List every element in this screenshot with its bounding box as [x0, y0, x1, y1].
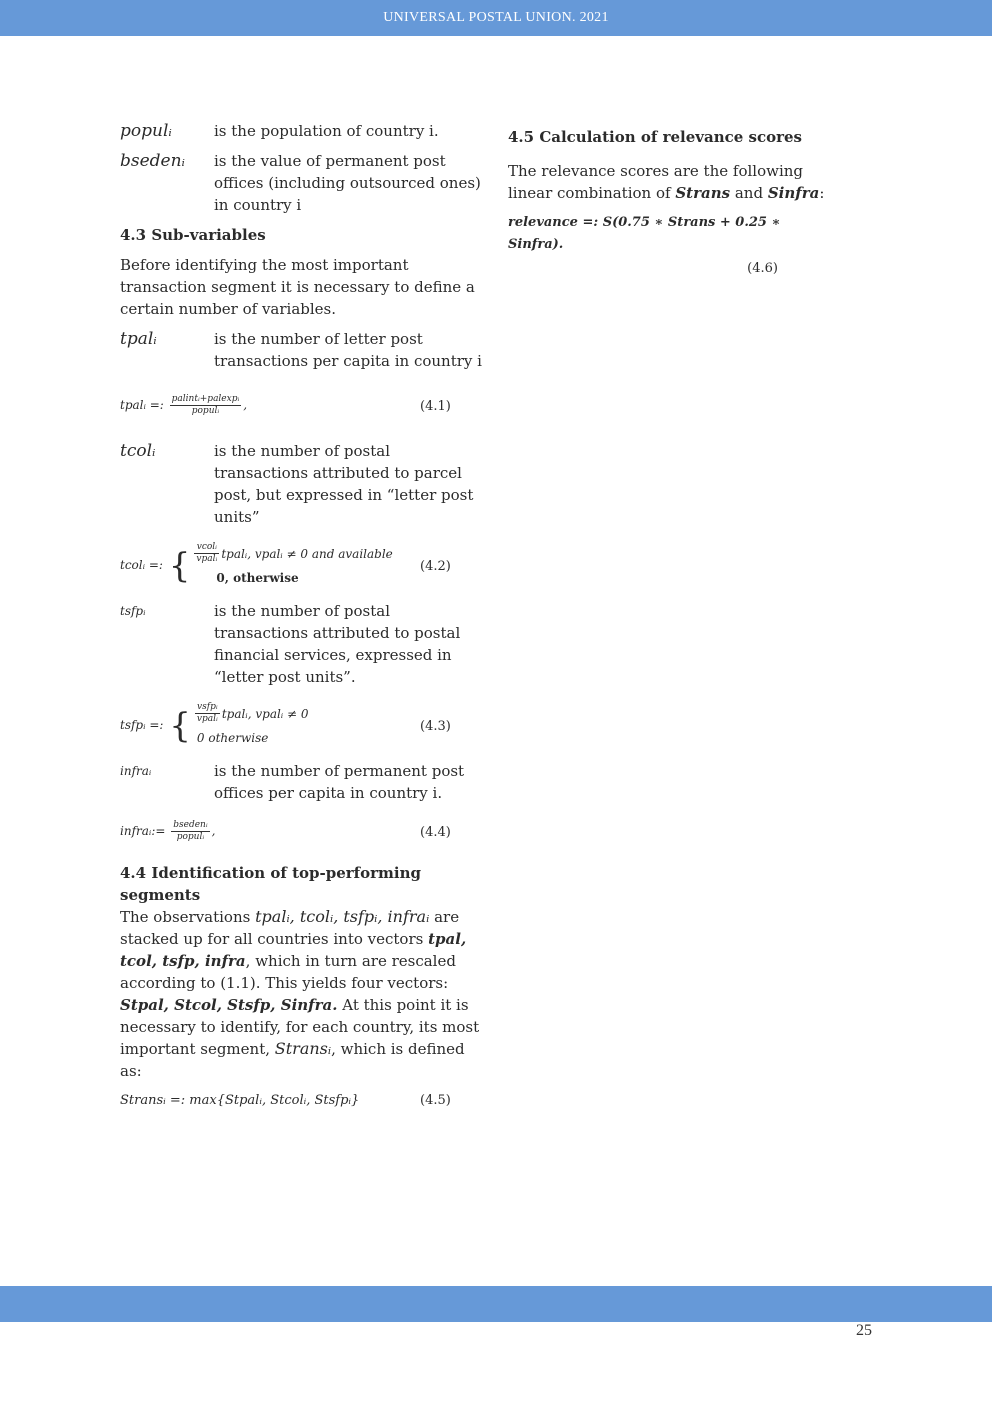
relevance-paragraph: The relevance scores are the following linear combination of Strans and Sinfra:	[508, 162, 825, 202]
eq-4-1-tail: ,	[243, 398, 248, 412]
strans-bold: Strans	[675, 184, 731, 202]
eq-4-4-lhs: infraᵢ:=	[120, 824, 166, 838]
eq-4-6-number: (4.6)	[747, 261, 778, 276]
left-column	[120, 120, 482, 1124]
eq-4-1-numerator: palintᵢ+palexpᵢ	[171, 394, 240, 404]
equation-4-3	[120, 702, 482, 750]
eq-4-1-lhs: tpalᵢ =:	[120, 398, 164, 412]
desc-tsfp: is the number of postal transactions attributed to postal financial services, expressed in “letter post units”.	[214, 602, 461, 686]
page-footer-band	[0, 1286, 992, 1322]
eq-4-4-denominator: populᵢ	[176, 832, 205, 842]
equation-4-5	[120, 1090, 482, 1114]
eq-4-3-cases	[167, 702, 308, 749]
right-column	[508, 120, 838, 280]
symbol-tcol: tcolᵢ	[120, 441, 156, 461]
eq-4-2-lhs: tcolᵢ =:	[120, 558, 163, 572]
eq-4-3-fraction	[195, 702, 220, 725]
symbol-tsfp: tsfpᵢ	[120, 604, 146, 618]
eq-4-4-numerator: bsedenᵢ	[173, 820, 208, 830]
definition-tcol	[120, 440, 482, 528]
rescaled-vectors-bold: Stpal, Stcol, Stsfp, Sinfra.	[120, 996, 338, 1014]
page-number: 25	[856, 1322, 872, 1339]
eq-4-3-denominator: vpalᵢ	[196, 714, 218, 724]
brace-icon: {	[168, 545, 191, 586]
eq-4-4-tail: ,	[211, 824, 216, 838]
eq-4-3-lhs: tsfpᵢ =:	[120, 718, 164, 732]
page-header	[0, 0, 992, 36]
symbol-popul: populᵢ	[120, 121, 172, 141]
symbol-bseden: bsedenᵢ	[120, 151, 185, 171]
eq-4-3-number: (4.3)	[420, 719, 451, 734]
definition-bseden	[120, 150, 482, 216]
desc-infra: is the number of permanent post offices per capita in country i.	[214, 762, 465, 802]
eq-4-2-denominator: vpalᵢ	[196, 554, 218, 564]
definition-tpal	[120, 328, 482, 372]
observations-math: tpalᵢ, tcolᵢ, tsfpᵢ, infraᵢ	[255, 907, 430, 926]
equation-4-1	[120, 386, 482, 430]
eq-4-2-cases	[167, 542, 393, 589]
heading-4-4: 4.4 Identification of top-performing segments	[120, 864, 422, 904]
heading-4-3: 4.3 Sub-variables	[120, 226, 266, 244]
definition-infra	[120, 760, 482, 804]
eq-4-1-fraction	[170, 394, 242, 417]
equation-4-4	[120, 818, 482, 852]
eq-4-2-number: (4.2)	[420, 559, 451, 574]
eq-4-1-denominator: populᵢ	[191, 406, 220, 416]
desc-popul: is the population of country i.	[214, 122, 439, 140]
eq-4-3-numerator: vsfpᵢ	[195, 702, 220, 714]
eq-4-2-numerator: vcolᵢ	[194, 542, 219, 554]
heading-4-5: 4.5 Calculation of relevance scores	[508, 128, 802, 146]
definition-tsfp	[120, 600, 482, 688]
sinfra-bold: Sinfra	[767, 184, 820, 202]
eq-4-1-number: (4.1)	[420, 399, 451, 414]
eq-4-2-case1: tpalᵢ, vpalᵢ ≠ 0 and available	[221, 546, 393, 561]
eq-4-4-fraction	[171, 820, 209, 843]
vectors-bold: tpal, tcol, tsfp, infra	[120, 930, 467, 970]
eq-4-2-fraction	[194, 542, 219, 565]
symbol-infra: infraᵢ	[120, 764, 152, 778]
eq-4-4-number: (4.4)	[420, 825, 451, 840]
eq-4-5-body: Stransᵢ =: max{Stpalᵢ, Stcolᵢ, Stsfpᵢ}	[120, 1093, 360, 1108]
eq-4-3-case2: 0 otherwise	[196, 731, 269, 745]
equation-4-6	[508, 212, 838, 280]
segments-paragraph: The observations tpalᵢ, tcolᵢ, tsfpᵢ, infraᵢ are stacked up for all countries into vectors tpal, tcol, tsfp, infra, which in turn are rescaled according to (1.1). This yields four vectors: Stpal, Stcol, Stsfp, Sinfra. At this point it is necessary to identify, for each country, its most important segment, Stransᵢ, which is defined as:	[120, 907, 480, 1080]
desc-tpal: is the number of letter post transactions per capita in country i	[214, 330, 482, 370]
desc-bseden: is the value of permanent post offices (including outsourced ones) in country i	[214, 152, 481, 214]
brace-icon: {	[169, 705, 191, 746]
definition-popul	[120, 120, 482, 142]
header-title: UNIVERSAL POSTAL UNION. 2021	[383, 10, 609, 25]
eq-4-3-case1: tpalᵢ, vpalᵢ ≠ 0	[221, 706, 309, 721]
desc-tcol: is the number of postal transactions attributed to parcel post, but expressed in “letter post units”	[214, 442, 474, 526]
eq-4-6-body: relevance =: S(0.75 ∗ Strans + 0.25 ∗ Sinfra).	[508, 215, 781, 252]
eq-4-2-case2: 0, otherwise	[216, 571, 299, 585]
strans-math: Stransᵢ	[274, 1039, 332, 1058]
sub-variables-intro: Before identifying the most important transaction segment it is necessary to define a certain number of variables.	[120, 256, 475, 318]
eq-4-5-number: (4.5)	[420, 1093, 451, 1108]
symbol-tpal: tpalᵢ	[120, 329, 157, 349]
equation-4-2	[120, 542, 482, 590]
